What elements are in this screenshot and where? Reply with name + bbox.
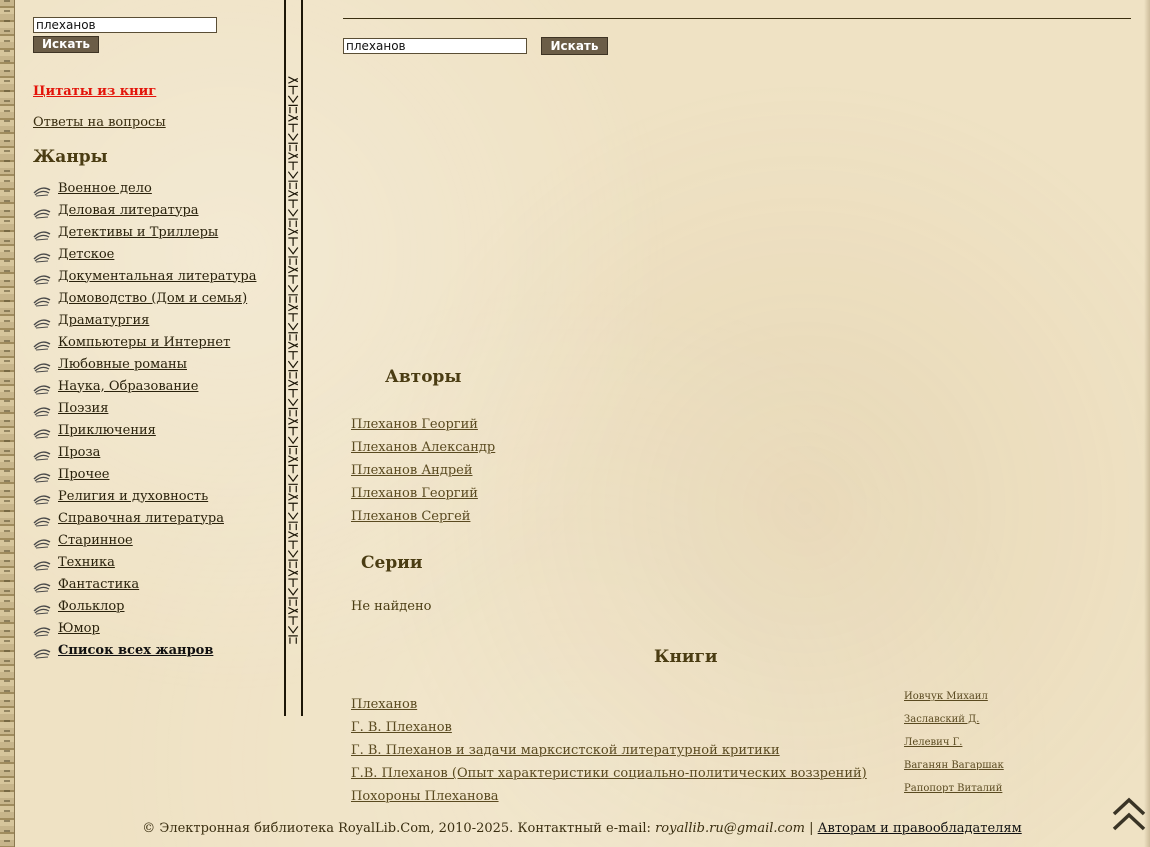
- author-link[interactable]: Плеханов Георгий: [351, 417, 478, 432]
- author-list: [351, 413, 495, 528]
- feather-pen-icon: [33, 424, 51, 436]
- author-link[interactable]: Плеханов Сергей: [351, 509, 471, 524]
- main-search-input[interactable]: [343, 38, 527, 54]
- feather-pen-icon: [33, 644, 51, 656]
- genres-title: Жанры: [33, 147, 108, 167]
- genre-link[interactable]: Наука, Образование: [58, 378, 199, 394]
- genre-item: [33, 551, 256, 573]
- genre-item: [33, 353, 256, 375]
- book-item: [351, 785, 1131, 808]
- answers-link[interactable]: Ответы на вопросы: [33, 115, 166, 130]
- feather-pen-icon: [33, 556, 51, 568]
- main-search-button[interactable]: Искать: [541, 37, 608, 55]
- all-genres-link[interactable]: Список всех жанров: [58, 642, 214, 658]
- feather-pen-icon: [33, 468, 51, 480]
- feather-pen-icon: [33, 204, 51, 216]
- author-item: [351, 459, 495, 482]
- sidebar-search-input[interactable]: [33, 17, 217, 33]
- genre-link[interactable]: Старинное: [58, 532, 133, 548]
- genre-item: [33, 199, 256, 221]
- genre-item: [33, 595, 256, 617]
- genre-link[interactable]: Домоводство (Дом и семья): [58, 290, 248, 306]
- genre-link[interactable]: Военное дело: [58, 180, 152, 196]
- feather-pen-icon: [33, 292, 51, 304]
- genre-link[interactable]: Драматургия: [58, 312, 150, 328]
- genre-item: [33, 441, 256, 463]
- genre-link[interactable]: Прочее: [58, 466, 110, 482]
- genre-link[interactable]: Любовные романы: [58, 356, 187, 372]
- genre-item: [33, 507, 256, 529]
- right-edge-shade: [1144, 0, 1150, 847]
- book-title-link[interactable]: Г. В. Плеханов и задачи марксистской литературной критики: [351, 743, 780, 758]
- feather-pen-icon: [33, 380, 51, 392]
- series-title: Серии: [361, 553, 423, 573]
- book-item: [351, 762, 1131, 785]
- book-title-link[interactable]: Плеханов: [351, 697, 418, 712]
- book-item: [351, 739, 1131, 762]
- quotes-link[interactable]: Цитаты из книг: [33, 84, 157, 99]
- genre-link[interactable]: Религия и духовность: [58, 488, 209, 504]
- genre-link[interactable]: Фантастика: [58, 576, 140, 592]
- feather-pen-icon: [33, 600, 51, 612]
- book-author-link[interactable]: Рапопорт Виталий: [904, 783, 1003, 794]
- series-empty-text: Не найдено: [351, 599, 432, 614]
- feather-pen-icon: [33, 578, 51, 590]
- genre-link[interactable]: Компьютеры и Интернет: [58, 334, 231, 350]
- genre-link[interactable]: Фольклор: [58, 598, 125, 614]
- feather-pen-icon: [33, 512, 51, 524]
- author-item: [351, 436, 495, 459]
- feather-pen-icon: [33, 226, 51, 238]
- footer-copyright: © Электронная библиотека RoyalLib.Com, 2010-2025. Контактный e-mail:: [142, 821, 656, 836]
- book-item: [351, 693, 1131, 716]
- book-author-link[interactable]: Ваганян Вагаршак: [904, 760, 1004, 771]
- genre-link[interactable]: Справочная литература: [58, 510, 224, 526]
- feather-pen-icon: [33, 358, 51, 370]
- author-item: [351, 413, 495, 436]
- left-decorative-border: [0, 0, 15, 847]
- genre-item: [33, 287, 256, 309]
- books-title: Книги: [654, 647, 718, 667]
- genre-item: [33, 419, 256, 441]
- book-title-link[interactable]: Г. В. Плеханов: [351, 720, 452, 735]
- genre-item: [33, 397, 256, 419]
- book-author-link[interactable]: Заславский Д.: [904, 714, 980, 725]
- genre-item: [33, 485, 256, 507]
- authors-title: Авторы: [385, 367, 462, 387]
- genre-link[interactable]: Техника: [58, 554, 115, 570]
- book-title-link[interactable]: Похороны Плеханова: [351, 789, 499, 804]
- genre-item: [33, 331, 256, 353]
- feather-pen-icon: [33, 490, 51, 502]
- genre-link[interactable]: Детективы и Триллеры: [58, 224, 219, 240]
- feather-pen-icon: [33, 446, 51, 458]
- genre-item: [33, 309, 256, 331]
- feather-pen-icon: [33, 402, 51, 414]
- book-author-link[interactable]: Иовчук Михаил: [904, 691, 988, 702]
- book-author-link[interactable]: Лелевич Г.: [904, 737, 963, 748]
- sidebar-search-button[interactable]: Искать: [33, 36, 99, 53]
- footer-separator: |: [805, 821, 818, 836]
- feather-pen-icon: [33, 248, 51, 260]
- author-link[interactable]: Плеханов Александр: [351, 440, 496, 455]
- double-chevron-up-icon[interactable]: [1111, 797, 1147, 833]
- genre-link[interactable]: Документальная литература: [58, 268, 257, 284]
- genre-item: [33, 375, 256, 397]
- footer-email: royallib.ru@gmail.com: [655, 821, 805, 836]
- genre-item: [33, 221, 256, 243]
- author-link[interactable]: Плеханов Андрей: [351, 463, 473, 478]
- genre-item-all: [33, 639, 256, 661]
- genre-link[interactable]: Приключения: [58, 422, 156, 438]
- footer: [0, 821, 1150, 836]
- author-link[interactable]: Плеханов Георгий: [351, 486, 478, 501]
- genre-item: [33, 617, 256, 639]
- genre-item: [33, 529, 256, 551]
- feather-pen-icon: [33, 534, 51, 546]
- ornament-column: [284, 0, 303, 716]
- genre-item: [33, 177, 256, 199]
- genre-link[interactable]: Деловая литература: [58, 202, 199, 218]
- feather-pen-icon: [33, 622, 51, 634]
- author-item: [351, 505, 495, 528]
- author-item: [351, 482, 495, 505]
- genre-item: [33, 243, 256, 265]
- genre-item: [33, 573, 256, 595]
- feather-pen-icon: [33, 336, 51, 348]
- genre-list: [33, 177, 256, 661]
- genre-link[interactable]: Юмор: [58, 620, 100, 636]
- feather-pen-icon: [33, 270, 51, 282]
- feather-pen-icon: [33, 314, 51, 326]
- genre-link[interactable]: Поэзия: [58, 400, 109, 416]
- top-divider: [343, 18, 1131, 19]
- genre-item: [33, 265, 256, 287]
- feather-pen-icon: [33, 182, 51, 194]
- book-item: [351, 716, 1131, 739]
- book-title-link[interactable]: Г.В. Плеханов (Опыт характеристики социально-политических воззрений): [351, 766, 867, 781]
- genre-link[interactable]: Детское: [58, 246, 115, 262]
- rights-holders-link[interactable]: Авторам и правообладателям: [817, 821, 1022, 836]
- genre-item: [33, 463, 256, 485]
- book-list: [351, 693, 1131, 808]
- genre-link[interactable]: Проза: [58, 444, 101, 460]
